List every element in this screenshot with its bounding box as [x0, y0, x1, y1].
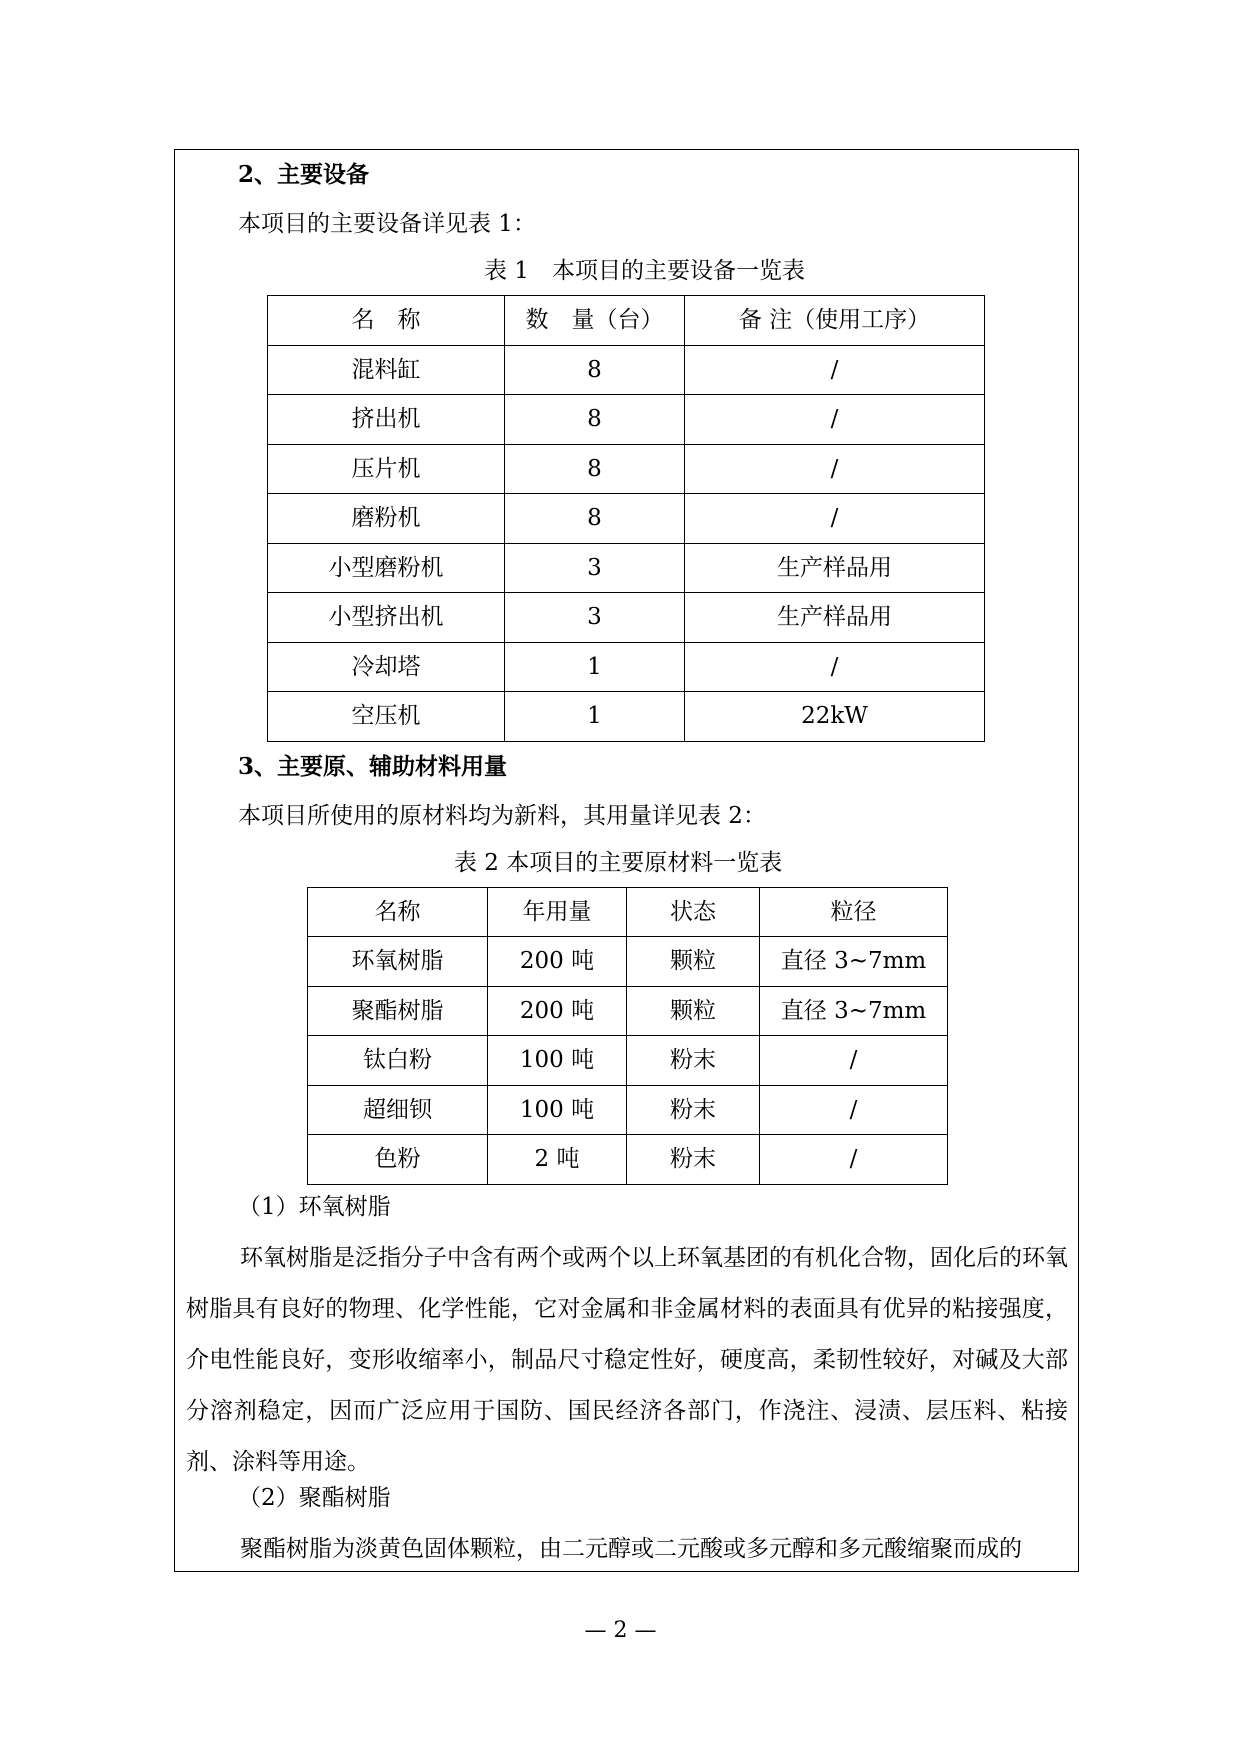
table-cell: 200 吨 [488, 937, 627, 987]
table-cell: 直径 3~7mm [760, 937, 948, 987]
table-cell: / [760, 1086, 948, 1135]
table-row [308, 1086, 948, 1135]
table-row [268, 593, 985, 643]
table-cell: / [685, 395, 985, 445]
table-cell: 粉末 [627, 1086, 760, 1135]
table-cell: 冷却塔 [268, 643, 505, 692]
table-cell: / [760, 1036, 948, 1086]
table-header-cell: 粒径 [760, 888, 948, 937]
table-row [308, 987, 948, 1036]
table-row [268, 346, 985, 395]
table-header-cell: 年用量 [488, 888, 627, 937]
paragraph-polyester: 聚酯树脂为淡黄色固体颗粒，由二元醇或二元酸或多元醇和多元酸缩聚而成的 [240, 1536, 1022, 1562]
table-row [268, 692, 985, 742]
section-heading-materials: 3、主要原、辅助材料用量 [238, 753, 508, 780]
section-intro-materials: 本项目所使用的原材料均为新料，其用量详见表 2： [238, 803, 766, 829]
table-cell: 8 [505, 445, 685, 494]
section-intro-equipment: 本项目的主要设备详见表 1： [238, 211, 536, 237]
table-cell: / [760, 1135, 948, 1185]
section-heading-equipment: 2、主要设备 [238, 161, 370, 188]
table-cell: 生产样品用 [685, 544, 985, 593]
table-header-row [268, 296, 985, 346]
table-cell: 压片机 [268, 445, 505, 494]
table-row [268, 494, 985, 544]
table-cell: 2 吨 [488, 1135, 627, 1185]
table-cell: 直径 3~7mm [760, 987, 948, 1036]
table-cell: / [685, 445, 985, 494]
table-cell: 1 [505, 692, 685, 742]
table-row [268, 544, 985, 593]
table-cell: 8 [505, 395, 685, 445]
table-row [268, 395, 985, 445]
table-row [308, 1135, 948, 1185]
page-number: — 2 — [584, 1618, 657, 1643]
table-caption-materials: 表 2 本项目的主要原材料一览表 [454, 850, 783, 876]
table-cell: 8 [505, 494, 685, 544]
table-cell: 22kW [685, 692, 985, 742]
subsection-title-epoxy: （1）环氧树脂 [238, 1194, 391, 1220]
table-cell: 3 [505, 544, 685, 593]
table-cell: / [685, 494, 985, 544]
table-cell: 超细钡 [308, 1086, 488, 1135]
table-cell: 磨粉机 [268, 494, 505, 544]
table-cell: 3 [505, 593, 685, 643]
table-cell: / [685, 346, 985, 395]
table-cell: 粉末 [627, 1135, 760, 1185]
table-cell: 粉末 [627, 1036, 760, 1086]
table-cell: 聚酯树脂 [308, 987, 488, 1036]
table-row [308, 937, 948, 987]
table-cell: 8 [505, 346, 685, 395]
table-row [268, 643, 985, 692]
table-cell: 1 [505, 643, 685, 692]
table-cell: 钛白粉 [308, 1036, 488, 1086]
table-cell: 小型磨粉机 [268, 544, 505, 593]
paragraph-epoxy: 环氧树脂是泛指分子中含有两个或两个以上环氧基团的有机化合物，固化后的环氧树脂具有良好的物理、化学性能，它对金属和非金属材料的表面具有优异的粘接强度，介电性能良好，变形收缩率小，制品尺寸稳定性好，硬度高，柔韧性较好，对碱及大部分溶剂稳定，因而广泛应用于国防、国民经济各部门，作浇注、浸渍、层压料、粘接剂、涂料等用途。 [186, 1245, 1068, 1475]
table-cell: / [685, 643, 985, 692]
subsection-title-polyester: （2）聚酯树脂 [238, 1485, 391, 1511]
table-cell: 小型挤出机 [268, 593, 505, 643]
table-header-cell: 备 注（使用工序） [685, 296, 985, 346]
table-header-row [308, 888, 948, 937]
table-cell: 环氧树脂 [308, 937, 488, 987]
table-cell: 100 吨 [488, 1036, 627, 1086]
materials-table [307, 887, 948, 1185]
table-cell: 颗粒 [627, 937, 760, 987]
table-cell: 色粉 [308, 1135, 488, 1185]
table-cell: 200 吨 [488, 987, 627, 1036]
table-cell: 生产样品用 [685, 593, 985, 643]
table-header-cell: 数 量（台） [505, 296, 685, 346]
table-row [308, 1036, 948, 1086]
table-header-cell: 名称 [308, 888, 488, 937]
equipment-table [267, 295, 985, 742]
table-row [268, 445, 985, 494]
table-header-cell: 名 称 [268, 296, 505, 346]
table-cell: 空压机 [268, 692, 505, 742]
table-caption-equipment: 表 1 本项目的主要设备一览表 [484, 258, 805, 284]
table-cell: 挤出机 [268, 395, 505, 445]
table-cell: 颗粒 [627, 987, 760, 1036]
table-header-cell: 状态 [627, 888, 760, 937]
table-cell: 100 吨 [488, 1086, 627, 1135]
table-cell: 混料缸 [268, 346, 505, 395]
